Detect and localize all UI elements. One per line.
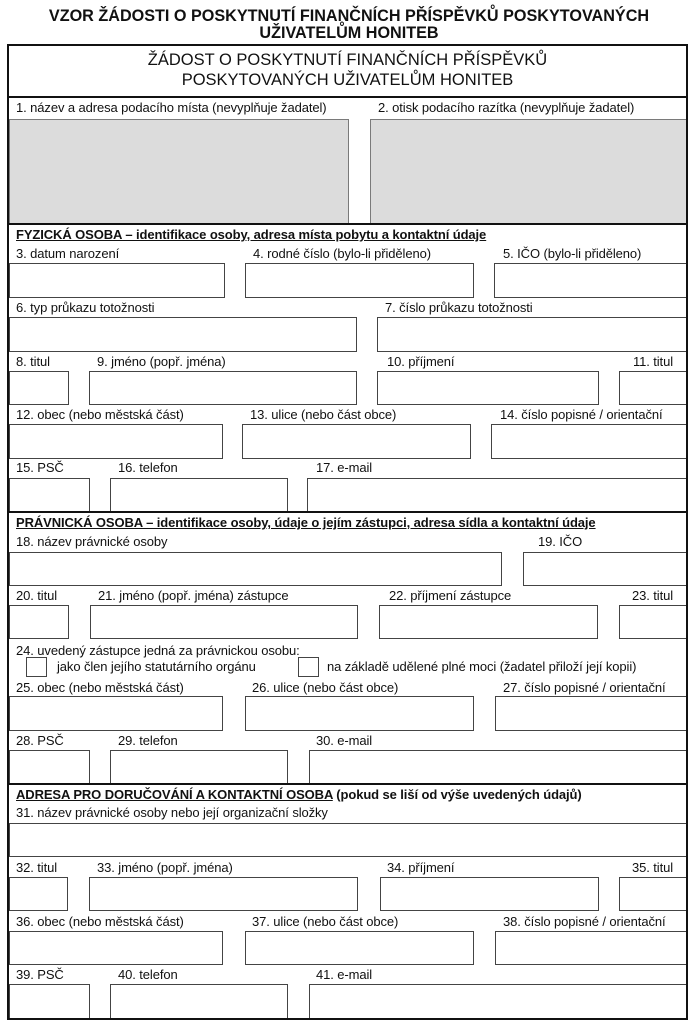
statutory-body-checkbox[interactable] <box>26 657 47 677</box>
field-3-label: 3. datum narození <box>16 246 120 261</box>
divider-title <box>7 96 688 98</box>
delivery-municipality-input[interactable] <box>9 931 223 965</box>
delivery-house-number-input[interactable] <box>495 931 688 965</box>
field-35-label: 35. titul <box>631 860 673 875</box>
field-8-label: 8. titul <box>16 354 50 369</box>
delivery-postal-code-input[interactable] <box>9 984 90 1019</box>
birth-number-input[interactable] <box>245 263 474 298</box>
house-number-input[interactable] <box>491 424 688 459</box>
field-15-label: 15. PSČ <box>16 460 64 475</box>
company-postal-code-input[interactable] <box>9 750 90 785</box>
field-28-label: 28. PSČ <box>16 733 64 748</box>
street-input[interactable] <box>242 424 471 459</box>
company-email-input[interactable] <box>309 750 688 785</box>
field-14-label: 14. číslo popisné / orientační <box>500 407 663 422</box>
surname-input[interactable] <box>377 371 599 405</box>
field-36-label: 36. obec (nebo městská část) <box>16 914 184 929</box>
field-24-label: 24. uvedený zástupce jedná za právnickou osobu: <box>16 643 300 658</box>
company-house-number-input[interactable] <box>495 696 688 731</box>
title-before-input[interactable] <box>9 371 69 405</box>
delivery-email-input[interactable] <box>309 984 688 1019</box>
field-38-label: 38. číslo popisné / orientační <box>503 914 666 929</box>
company-street-input[interactable] <box>245 696 474 731</box>
field-7-label: 7. číslo průkazu totožnosti <box>385 300 533 315</box>
form-title-line-2: POSKYTOVANÝCH UŽIVATELŮM HONITEB <box>181 71 514 89</box>
natural-person-heading-text: FYZICKÁ OSOBA – identifikace osoby, adresa místa pobytu a kontaktní údaje <box>16 227 487 242</box>
rep-first-name-input[interactable] <box>90 605 358 639</box>
municipality-input[interactable] <box>9 424 223 459</box>
field-5-label: 5. IČO (bylo-li přiděleno) <box>503 246 642 261</box>
field-31-label: 31. název právnické osoby nebo její organizační složky <box>16 805 328 820</box>
first-name-input[interactable] <box>89 371 357 405</box>
delivery-company-name-input[interactable] <box>9 823 688 857</box>
field-21-label: 21. jméno (popř. jména) zástupce <box>98 588 289 603</box>
page-title-line-2: UŽIVATELŮM HONITEB <box>259 24 439 42</box>
id-type-input[interactable] <box>9 317 357 352</box>
office-stamp-area <box>370 119 688 224</box>
field-10-label: 10. příjmení <box>387 354 455 369</box>
divider-natural-person <box>7 511 688 513</box>
field-30-label: 30. e-mail <box>316 733 373 748</box>
delivery-street-input[interactable] <box>245 931 474 965</box>
page-title-line-1: VZOR ŽÁDOSTI O POSKYTNUTÍ FINANČNÍCH PŘÍSPĚVKŮ POSKYTOVANÝCH <box>48 7 650 25</box>
company-name-input[interactable] <box>9 552 502 586</box>
contact-title-before-input[interactable] <box>9 877 68 911</box>
rep-title-before-input[interactable] <box>9 605 69 639</box>
field-16-label: 16. telefon <box>118 460 178 475</box>
field-19-label: 19. IČO <box>538 534 583 549</box>
field-12-label: 12. obec (nebo městská část) <box>16 407 184 422</box>
id-number-input[interactable] <box>377 317 688 352</box>
email-input[interactable] <box>307 478 688 513</box>
legal-person-heading-text: PRÁVNICKÁ OSOBA – identifikace osoby, údaje o jejím zástupci, adresa sídla a kontaktní údaje <box>16 515 596 530</box>
legal-person-heading <box>16 515 596 531</box>
statutory-body-option-label: jako člen jejího statutárního orgánu <box>57 659 256 674</box>
rep-title-after-input[interactable] <box>619 605 688 639</box>
field-26-label: 26. ulice (nebo část obce) <box>252 680 399 695</box>
divider-legal-person <box>7 783 688 785</box>
field-25-label: 25. obec (nebo městská část) <box>16 680 184 695</box>
field-18-label: 18. název právnické osoby <box>16 534 168 549</box>
field-33-label: 33. jméno (popř. jména) <box>97 860 233 875</box>
divider-office <box>7 223 688 225</box>
delivery-heading-note: (pokud se liší od výše uvedených údajů) <box>332 787 582 802</box>
company-municipality-input[interactable] <box>9 696 223 731</box>
field-9-label: 9. jméno (popř. jména) <box>97 354 226 369</box>
form-title-line-1: ŽÁDOST O POSKYTNUTÍ FINANČNÍCH PŘÍSPĚVKŮ <box>147 51 548 69</box>
field-39-label: 39. PSČ <box>16 967 64 982</box>
delivery-phone-input[interactable] <box>110 984 288 1019</box>
company-phone-input[interactable] <box>110 750 288 785</box>
delivery-heading <box>16 787 582 803</box>
field-27-label: 27. číslo popisné / orientační <box>503 680 666 695</box>
contact-surname-input[interactable] <box>380 877 599 911</box>
field-2-label: 2. otisk podacího razítka (nevyplňuje žadatel) <box>378 100 635 115</box>
field-32-label: 32. titul <box>16 860 58 875</box>
postal-code-input[interactable] <box>9 478 90 513</box>
field-37-label: 37. ulice (nebo část obce) <box>252 914 399 929</box>
rep-surname-input[interactable] <box>379 605 598 639</box>
field-20-label: 20. titul <box>16 588 58 603</box>
natural-person-heading <box>16 227 486 243</box>
field-40-label: 40. telefon <box>118 967 178 982</box>
contact-title-after-input[interactable] <box>619 877 688 911</box>
power-of-attorney-checkbox[interactable] <box>298 657 319 677</box>
ico-input[interactable] <box>494 263 688 298</box>
field-6-label: 6. typ průkazu totožnosti <box>16 300 155 315</box>
delivery-heading-text: ADRESA PRO DORUČOVÁNÍ A KONTAKTNÍ OSOBA <box>16 787 333 802</box>
field-41-label: 41. e-mail <box>316 967 373 982</box>
field-4-label: 4. rodné číslo (bylo-li přiděleno) <box>253 246 431 261</box>
field-22-label: 22. příjmení zástupce <box>389 588 512 603</box>
field-23-label: 23. titul <box>631 588 673 603</box>
field-29-label: 29. telefon <box>118 733 178 748</box>
power-of-attorney-option-label: na základě udělené plné moci (žadatel přiloží její kopii) <box>327 659 637 674</box>
birth-date-input[interactable] <box>9 263 225 298</box>
company-ico-input[interactable] <box>523 552 688 586</box>
field-11-label: 11. titul <box>632 354 673 369</box>
field-13-label: 13. ulice (nebo část obce) <box>250 407 397 422</box>
office-address-area <box>9 119 349 224</box>
contact-first-name-input[interactable] <box>89 877 358 911</box>
title-after-input[interactable] <box>619 371 688 405</box>
field-17-label: 17. e-mail <box>316 460 373 475</box>
field-1-label: 1. název a adresa podacího místa (nevyplňuje žadatel) <box>16 100 327 115</box>
phone-input[interactable] <box>110 478 288 513</box>
field-34-label: 34. příjmení <box>387 860 455 875</box>
